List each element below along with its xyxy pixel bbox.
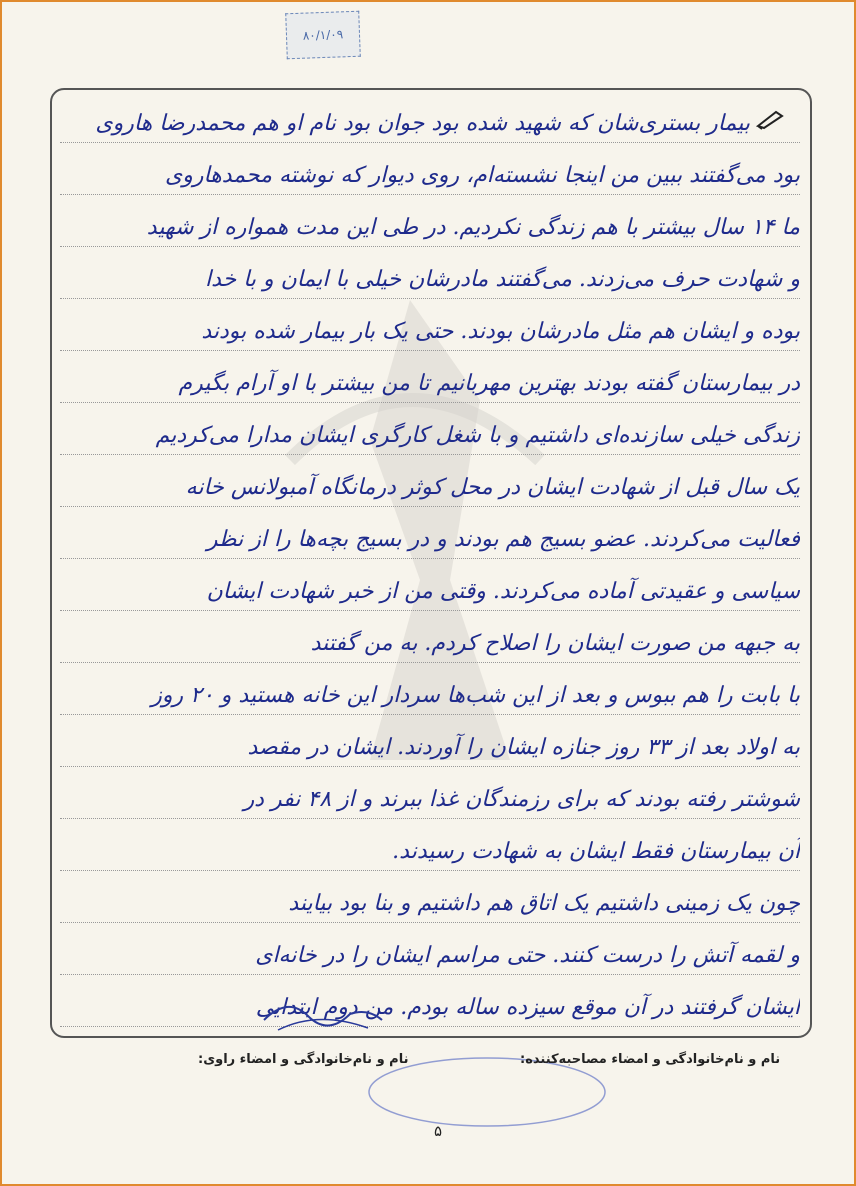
handwritten-line: با بابت را هم ببوس و بعد از این شب‌ها سردار این خانه هستید و ۲۰ روز	[151, 683, 800, 708]
handwritten-line: در بیمارستان گفته بودند بهترین مهربانیم تا من بیشتر با او آرام بگیرم	[178, 371, 800, 396]
handwritten-line: به اولاد بعد از ۳۳ روز جنازه ایشان را آوردند. ایشان در مقصد	[247, 735, 800, 760]
handwritten-line: و شهادت حرف می‌زدند. می‌گفتند مادرشان خیلی با ایمان و با خدا	[204, 267, 800, 292]
pen-icon	[756, 108, 786, 130]
handwritten-line: فعالیت می‌کردند. عضو بسیج هم بودند و در بسیج بچه‌ها را از نظر	[206, 527, 800, 552]
handwritten-line: ایشان گرفتند در آن موقع سیزده ساله بودم. من دوم ابتدایی	[255, 995, 800, 1020]
handwritten-line: یک سال قبل از شهادت ایشان در محل کوثر درمانگاه آمبولانس خانه	[185, 475, 800, 500]
handwritten-line: ما ۱۴ سال بیشتر با هم زندگی نکردیم. در طی این مدت همواره از شهید	[146, 215, 800, 240]
handwritten-line: و لقمه آتش را درست کنند. حتی مراسم ایشان را در خانه‌ای	[255, 943, 800, 968]
handwritten-line: بوده و ایشان هم مثل مادرشان بودند. حتی یک بار بیمار شده بودند	[201, 319, 800, 344]
handwritten-line: زندگی خیلی سازنده‌ای داشتیم و با شغل کارگری ایشان مدارا می‌کردیم	[155, 423, 800, 448]
handwritten-line: چون یک زمینی داشتیم یک اتاق هم داشتیم و بنا بود بیایند	[288, 891, 800, 916]
stamp-text: ۸۰/۱/۰۹	[302, 27, 344, 43]
handwritten-line: به جبهه من صورت ایشان را اصلاح کردم. به من گفتند	[310, 631, 800, 656]
handwritten-line: آن بیمارستان فقط ایشان به شهادت رسیدند.	[392, 839, 800, 864]
date-stamp	[285, 11, 361, 60]
interviewer-signature-label: نام و نام‌خانوادگی و امضاء مصاحبه‌کننده:	[520, 1052, 781, 1067]
handwritten-line: بود می‌گفتند ببین من اینجا نشسته‌ام، روی دیوار که نوشته محمدهاروی	[164, 163, 800, 188]
narrator-signature-label: نام و نام‌خانوادگی و امضاء راوی:	[198, 1052, 409, 1067]
handwritten-line: شوشتر رفته بودند که برای رزمندگان غذا ببرند و از ۴۸ نفر در	[243, 787, 800, 812]
handwritten-line: بیمار بستری‌شان که شهید شده بود جوان بود نام او هم محمدرضا هاروی	[95, 111, 750, 136]
handwritten-line: سیاسی و عقیدتی آماده می‌کردند. وقتی من از خبر شهادت ایشان	[206, 579, 800, 604]
page-number: ۵	[434, 1122, 443, 1140]
signature-icon	[258, 990, 388, 1040]
